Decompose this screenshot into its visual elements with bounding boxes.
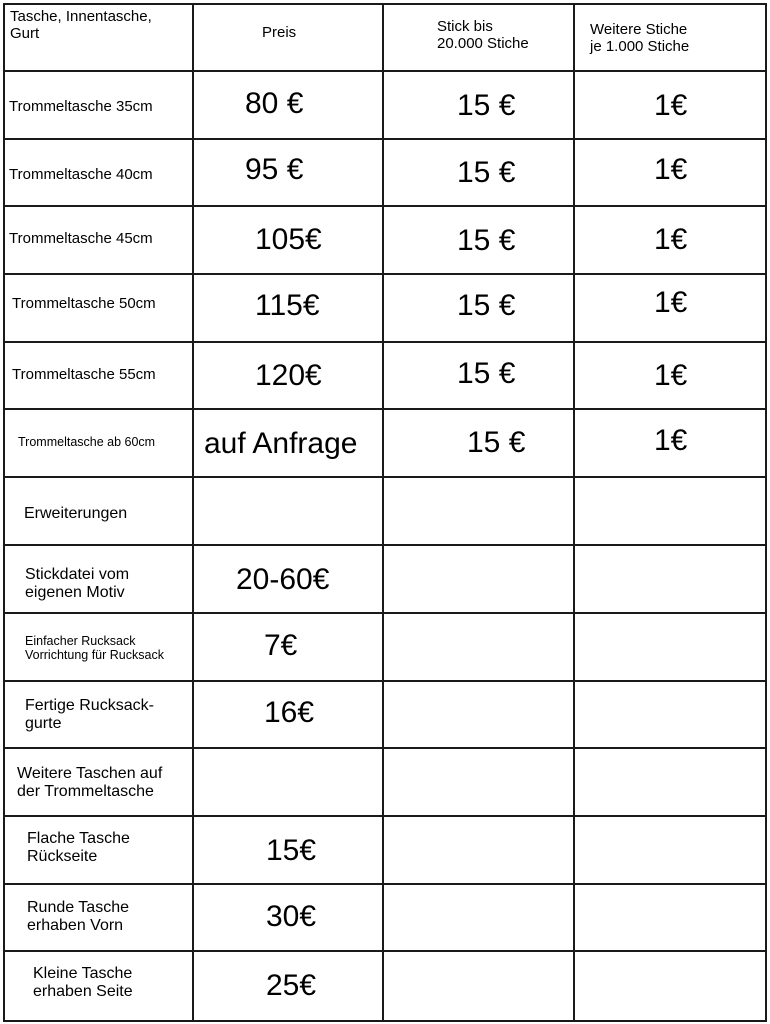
table-row [4, 749, 766, 817]
extra-value: 1€ [654, 89, 688, 122]
item-cell [4, 885, 194, 950]
header-extra-label: Weitere Stiche je 1.000 Stiche [590, 21, 690, 56]
item-cell [4, 478, 194, 544]
price-value: 105€ [255, 223, 322, 256]
item-cell [4, 140, 194, 205]
price-value: 30€ [266, 900, 317, 933]
price-cell [194, 817, 384, 883]
item-label: Runde Tasche erhaben Vorn [27, 899, 129, 935]
extra-cell [575, 140, 766, 205]
extra-value: 1€ [654, 153, 688, 186]
stitch-cell [384, 885, 575, 950]
item-cell [4, 72, 194, 138]
table-row [4, 343, 766, 410]
extra-cell [575, 885, 766, 950]
item-label: Weitere Taschen auf der Trommeltasche [17, 765, 163, 801]
extra-cell [575, 817, 766, 883]
item-label: Einfacher Rucksack Vorrichtung für Rucksack [25, 634, 164, 663]
extra-cell [575, 343, 766, 408]
price-value: 95 € [245, 153, 304, 186]
stitch-cell [384, 952, 575, 1022]
item-cell [4, 817, 194, 883]
extra-cell [575, 614, 766, 680]
stitch-cell [384, 546, 575, 612]
stitch-cell [384, 343, 575, 408]
extra-value: 1€ [654, 286, 688, 319]
extra-cell [575, 275, 766, 341]
item-label: Kleine Tasche erhaben Seite [33, 965, 133, 1001]
price-value: auf Anfrage [204, 427, 358, 460]
item-cell [4, 207, 194, 273]
price-cell [194, 749, 384, 815]
stitch-cell [384, 478, 575, 544]
extra-cell [575, 749, 766, 815]
extra-cell [575, 410, 766, 476]
table-row [4, 410, 766, 478]
stitch-cell [384, 749, 575, 815]
stitch-cell [384, 207, 575, 273]
extra-cell [575, 72, 766, 138]
extra-value: 1€ [654, 223, 688, 256]
price-value: 7€ [264, 629, 298, 662]
table-row [4, 275, 766, 343]
table-row [4, 207, 766, 275]
stitch-value: 15 € [457, 289, 516, 322]
header-price-label: Preis [262, 24, 297, 41]
item-label: Trommeltasche 45cm [9, 230, 153, 247]
item-label: Erweiterungen [24, 505, 128, 522]
extra-cell [575, 207, 766, 273]
price-cell [194, 275, 384, 341]
table-row [4, 478, 766, 546]
header-item-label: Tasche, Innentasche, Gurt [10, 8, 152, 43]
stitch-cell [384, 140, 575, 205]
stitch-cell [384, 72, 575, 138]
item-cell [4, 952, 194, 1022]
extra-cell [575, 546, 766, 612]
header-stitch-label: Stick bis 20.000 Stiche [437, 18, 529, 53]
price-value: 120€ [255, 359, 322, 392]
header-cell-stitch [384, 3, 575, 70]
price-cell [194, 207, 384, 273]
item-cell [4, 343, 194, 408]
price-cell [194, 546, 384, 612]
stitch-cell [384, 682, 575, 747]
price-value: 15€ [266, 834, 317, 867]
item-label: Trommeltasche 35cm [9, 98, 153, 115]
stitch-value: 15 € [457, 224, 516, 257]
price-value: 115€ [255, 289, 320, 322]
table-row [4, 72, 766, 140]
table-row [4, 682, 766, 749]
price-value: 20-60€ [236, 563, 330, 596]
item-label: Trommeltasche 50cm [12, 295, 156, 312]
extra-cell [575, 682, 766, 747]
item-cell [4, 614, 194, 680]
price-cell [194, 885, 384, 950]
price-value: 80 € [245, 87, 304, 120]
price-cell [194, 410, 384, 476]
stitch-cell [384, 614, 575, 680]
extra-value: 1€ [654, 424, 688, 457]
price-cell [194, 682, 384, 747]
price-cell [194, 952, 384, 1022]
item-cell [4, 275, 194, 341]
stitch-cell [384, 817, 575, 883]
item-label: Trommeltasche 55cm [12, 366, 156, 383]
stitch-value: 15 € [457, 89, 516, 122]
price-cell [194, 478, 384, 544]
price-cell [194, 614, 384, 680]
stitch-cell [384, 275, 575, 341]
table-row [4, 885, 766, 952]
item-label: Flache Tasche Rückseite [27, 830, 130, 866]
price-cell [194, 343, 384, 408]
price-value: 25€ [266, 969, 317, 1002]
stitch-cell [384, 410, 575, 476]
header-cell-item [4, 3, 194, 70]
stitch-value: 15 € [457, 357, 516, 390]
table-row [4, 140, 766, 207]
item-label: Fertige Rucksack- gurte [25, 697, 154, 733]
price-value: 16€ [264, 696, 315, 729]
item-label: Trommeltasche 40cm [9, 166, 153, 183]
item-cell [4, 546, 194, 612]
extra-cell [575, 952, 766, 1022]
item-cell [4, 682, 194, 747]
stitch-value: 15 € [457, 156, 516, 189]
extra-value: 1€ [654, 359, 688, 392]
header-cell-extra [575, 3, 766, 70]
header-cell-price [194, 3, 384, 70]
extra-cell [575, 478, 766, 544]
item-label: Trommeltasche ab 60cm [18, 435, 156, 449]
item-label: Stickdatei vom eigenen Motiv [25, 566, 130, 602]
table-header-row [4, 3, 766, 72]
table-row [4, 817, 766, 885]
item-cell [4, 410, 194, 476]
table-row [4, 952, 766, 1022]
table-row [4, 614, 766, 682]
price-cell [194, 140, 384, 205]
item-cell [4, 749, 194, 815]
table-row [4, 546, 766, 614]
stitch-value: 15 € [467, 426, 526, 459]
price-cell [194, 72, 384, 138]
